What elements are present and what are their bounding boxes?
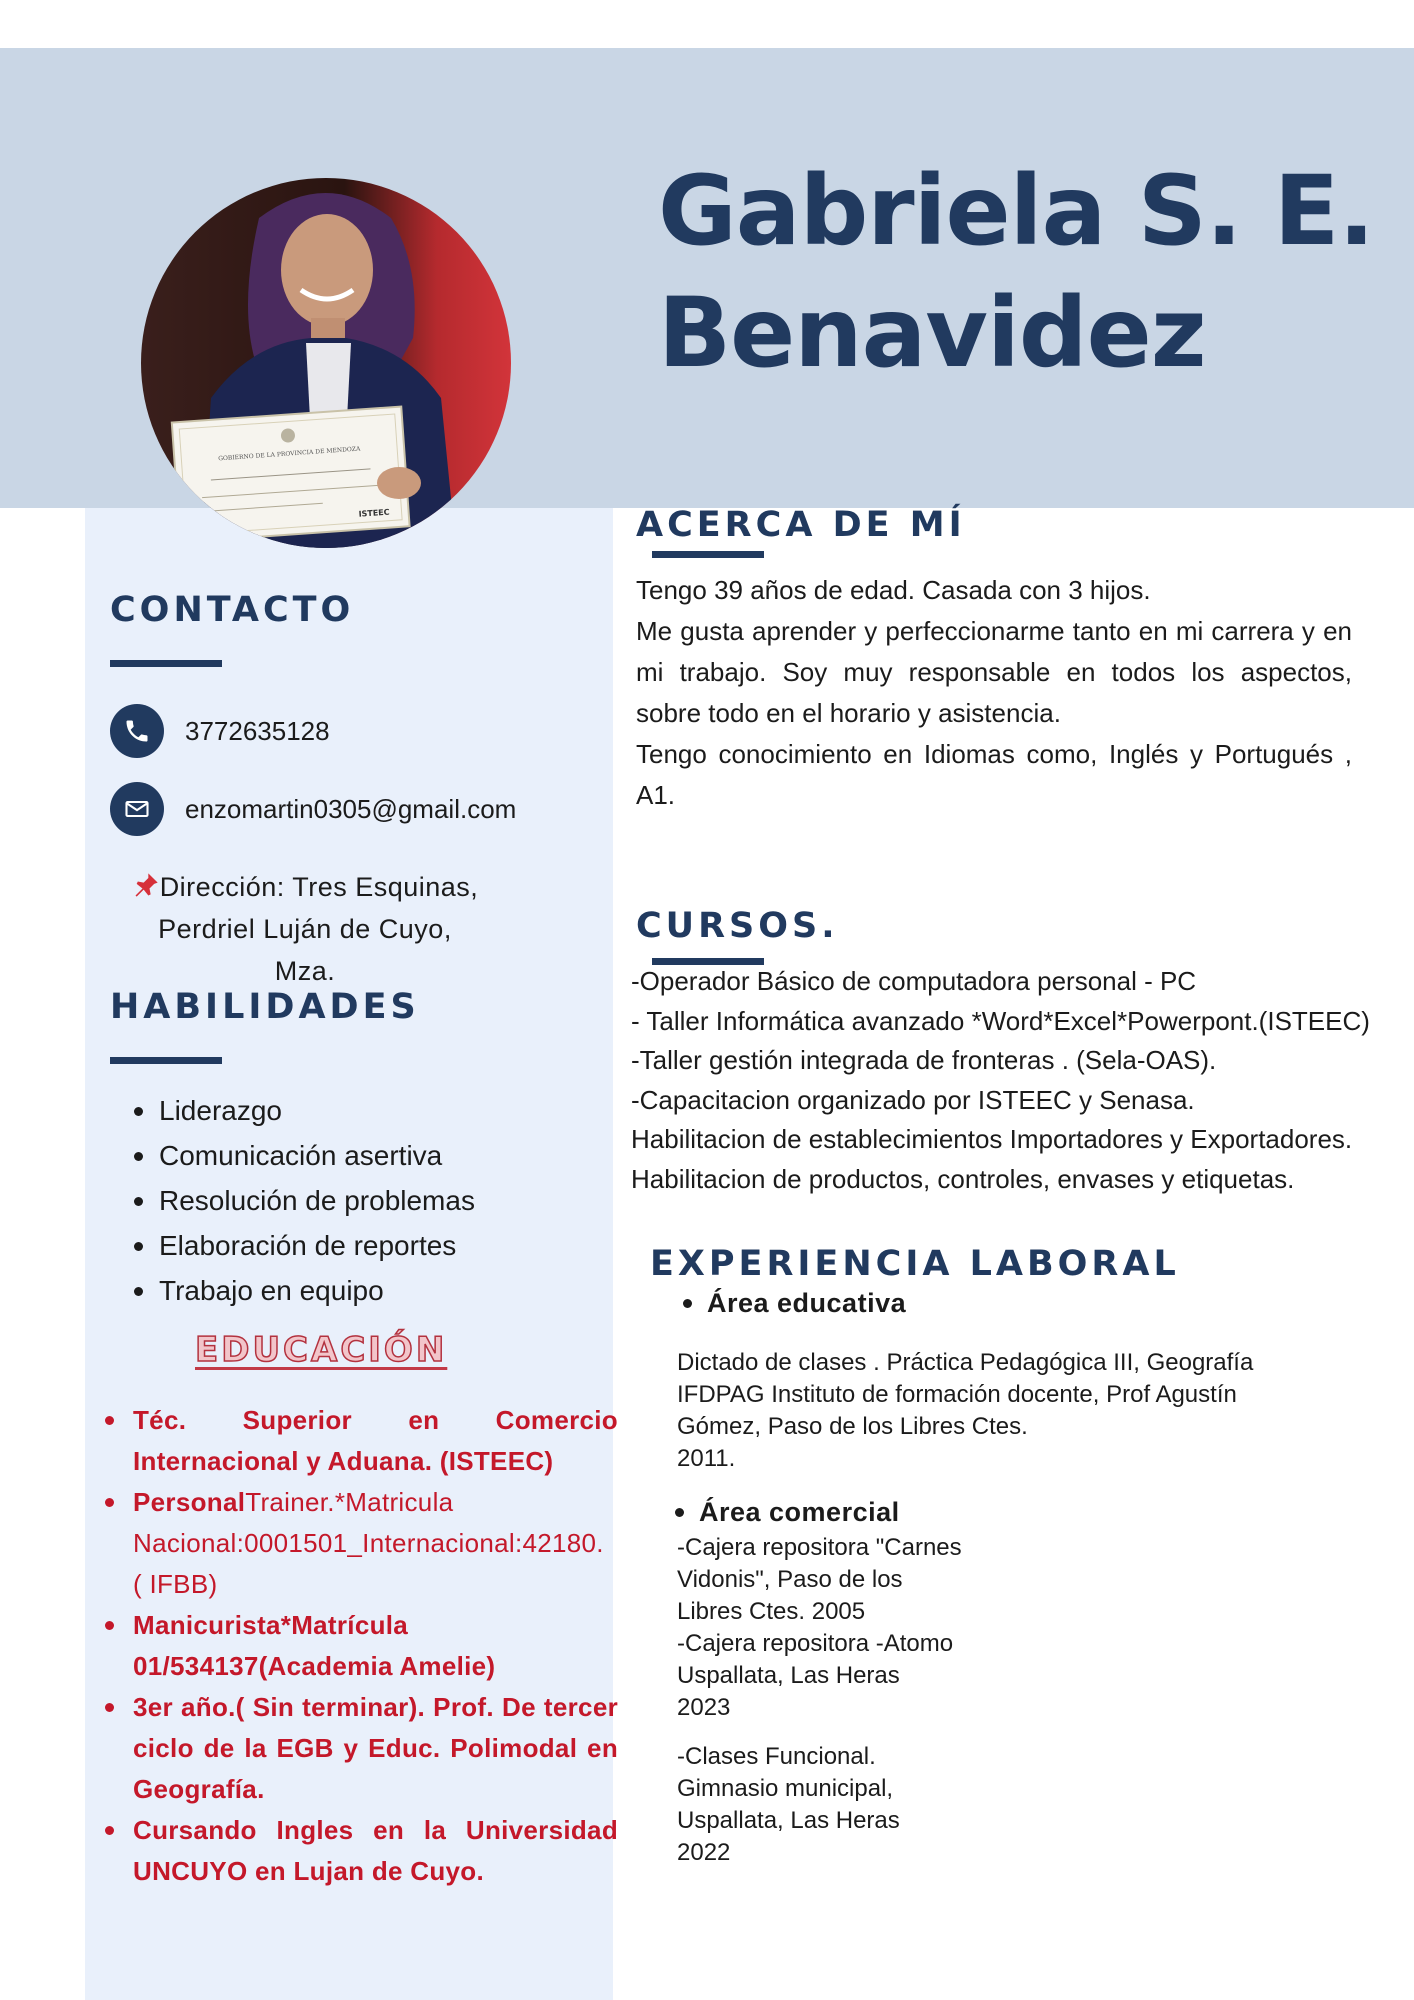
experience-line: 2011. (677, 1445, 736, 1472)
education-item (100, 1605, 618, 1687)
experience-line: Vidonis", Paso de los (677, 1566, 903, 1593)
experience-line: Uspallata, Las Heras (677, 1662, 900, 1689)
experience-comercial-heading: Área comercial (675, 1497, 900, 1528)
about-underline (652, 551, 764, 558)
full-name (658, 150, 1378, 394)
education-item (100, 1482, 618, 1605)
contact-email[interactable]: enzomartin0305@gmail.com (185, 793, 517, 824)
envelope-icon (110, 782, 164, 836)
skill-item: Liderazgo (134, 1088, 475, 1133)
skill-item: Resolución de problemas (134, 1178, 475, 1223)
education-item-bold: Manicurista*Matrícula 01/534137(Academia Amelie) (133, 1610, 496, 1681)
courses-list (631, 962, 1391, 1199)
education-title: EDUCACIÓN (195, 1330, 448, 1370)
education-item-bold: 3er año.( Sin terminar). Prof. De tercer ciclo de la EGB y Educ. Polimodal en Geografía. (133, 1692, 618, 1804)
skill-item: Trabajo en equipo (134, 1268, 475, 1313)
experience-line: Gimnasio municipal, (677, 1775, 894, 1802)
experience-comercial-job-3 (677, 1741, 900, 1869)
skill-item: Comunicación asertiva (134, 1133, 475, 1178)
experience-comercial-job-2 (677, 1628, 953, 1724)
about-text (636, 570, 1352, 816)
about-paragraph: Tengo 39 años de edad. Casada con 3 hijos. (636, 575, 1151, 605)
about-title: ACERCA DE MÍ (636, 505, 966, 545)
education-list (100, 1400, 618, 1892)
certificate-header-text: GOBIERNO DE LA PROVINCIA DE MENDOZA (217, 445, 361, 463)
education-item-bold: Personal (133, 1487, 246, 1517)
skills-list (134, 1088, 475, 1313)
course-line: -Capacitacion organizado por ISTEEC y Senasa. (631, 1084, 1195, 1115)
pushpin-icon (132, 871, 160, 899)
about-paragraph: Me gusta aprender y perfeccionarme tanto en mi carrera y en mi trabajo. Soy muy responsable en todos los aspectos, sobre todo en el horario y asistencia. (636, 616, 1352, 728)
profile-photo (141, 178, 511, 548)
course-line: -Operador Básico de computadora personal - PC (631, 966, 1197, 996)
experience-title: EXPERIENCIA LABORAL (650, 1244, 1180, 1284)
contact-title: CONTACTO (110, 590, 355, 630)
course-line: Habilitacion de establecimientos Importadores y Exportadores. (631, 1124, 1353, 1154)
education-item (100, 1810, 618, 1892)
experience-line: -Cajera repositora "Carnes (677, 1534, 962, 1561)
course-line: -Taller gestión integrada de fronteras . (Sela-OAS). (631, 1045, 1217, 1075)
experience-line: 2023 (677, 1694, 731, 1721)
address-line-3: Mza. (274, 956, 336, 986)
contact-underline (110, 660, 222, 667)
address-line-1: Dirección: Tres Esquinas, (159, 872, 479, 902)
skill-item: Elaboración de reportes (134, 1223, 475, 1268)
courses-title: CURSOS. (636, 906, 839, 946)
address-line-2: Perdriel Luján de Cuyo, (158, 914, 452, 944)
experience-line: Gómez, Paso de los Libres Ctes. (677, 1413, 1028, 1440)
skills-title: HABILIDADES (110, 987, 420, 1027)
course-line: - Taller Informática avanzado *Word*Excel*Powerpont.(ISTEEC) (631, 1005, 1370, 1036)
name-line-2: Benavidez (658, 277, 1206, 389)
experience-line: Uspallata, Las Heras (677, 1807, 900, 1834)
education-item-bold: Téc. Superior en Comercio Internacional y Aduana. (ISTEEC) (133, 1405, 618, 1476)
education-item (100, 1687, 618, 1810)
experience-line: -Clases Funcional. (677, 1743, 876, 1770)
name-line-1: Gabriela S. E. (658, 155, 1374, 267)
experience-educativa-block (677, 1347, 1253, 1475)
experience-line: 2022 (677, 1839, 731, 1866)
about-paragraph: Tengo conocimiento en Idiomas como, Inglés y Portugués , A1. (636, 739, 1352, 810)
skills-underline (110, 1057, 222, 1064)
contact-address (120, 866, 490, 992)
experience-line: Libres Ctes. 2005 (677, 1598, 866, 1625)
experience-line: IFDPAG Instituto de formación docente, Prof Agustín (677, 1381, 1237, 1408)
contact-phone-row (110, 704, 330, 758)
experience-comercial-job-1 (677, 1532, 962, 1628)
contact-phone[interactable]: 3772635128 (185, 715, 330, 746)
certificate-isteec-text: ISTEEC (358, 507, 390, 519)
education-item-rest: Trainer.*Matricula Nacional:0001501_Internacional:42180. ( IFBB) (133, 1487, 604, 1599)
experience-line: Dictado de clases . Práctica Pedagógica III, Geografía (677, 1349, 1254, 1376)
experience-line: -Cajera repositora -Atomo (677, 1630, 954, 1657)
phone-icon (110, 704, 164, 758)
contact-email-row (110, 782, 516, 836)
course-line: Habilitacion de productos, controles, envases y etiquetas. (631, 1163, 1295, 1194)
education-item-bold: Cursando Ingles en la Universidad UNCUYO en Lujan de Cuyo. (133, 1815, 618, 1886)
experience-educativa-heading: Área educativa (683, 1288, 906, 1319)
education-item (100, 1400, 618, 1482)
